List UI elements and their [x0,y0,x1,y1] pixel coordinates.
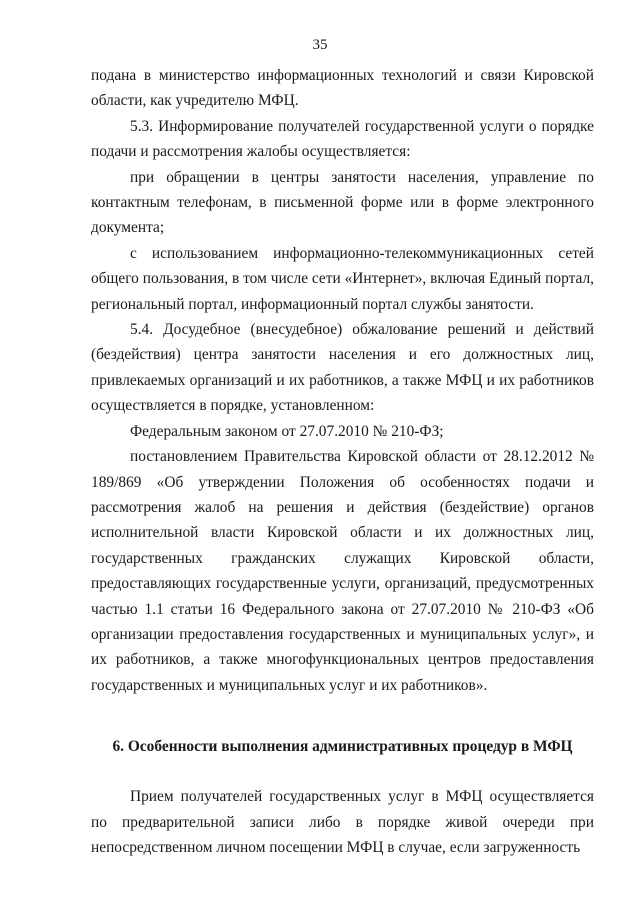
paragraph-5-3: 5.3. Информирование получателей государственной услуги о порядке подачи и рассмотрения жалобы осуществляется: [91,117,594,161]
page-number: 35 [312,37,328,53]
paragraph-federal-law: Федеральным законом от 27.07.2010 № 210-ФЗ; [130,422,444,440]
paragraph-internet-methods: с использованием информационно-телекоммуникационных сетей общего пользования, в том числе сети «Интернет», включая Единый портал, региональный портал, информационный портал службы занятости. [91,244,594,313]
paragraph-contact-methods: при обращении в центры занятости населения, управление по контактным телефонам, в письменной форме или в форме электронного документа; [91,168,594,237]
paragraph-intro-continuation: подана в министерство информационных технологий и связи Кировской области, как учредителю МФЦ. [91,67,594,110]
paragraph-5-4: 5.4. Досудебное (внесудебное) обжалование решений и действий (бездействия) центра занятости населения и его должностных лиц, привлекаемых организаций и их работников, а также МФЦ и их работников осуществляется в порядке, установленном: [91,321,594,415]
paragraph-government-resolution: постановлением Правительства Кировской области от 28.12.2012 № 189/869 «Об утверждении Положения об особенностях подачи и рассмотрения жалоб на решения и действия (бездействие) органов исполнительной власти Кировской области и их должностных лиц, государственных гражданских служащих Кировской области, предоставляющих государственные услуги, организаций, предусмотренных частью 1.1 статьи 16 Федерального закона от 27.07.2010 № 210-ФЗ «Об организации предоставления государственных и муниципальных услуг», и их работников, а также многофункциональных центров предоставления государственных и муниципальных услуг и их работников». [91,448,594,694]
paragraph-reception: Прием получателей государственных услуг в МФЦ осуществляется по предварительной записи либо в порядке живой очереди при непосредственном личном посещении МФЦ в случае, если загруженность [91,788,594,856]
document-body [91,63,594,860]
section-heading-6: 6. Особенности выполнения административных процедур в МФЦ [112,738,573,756]
